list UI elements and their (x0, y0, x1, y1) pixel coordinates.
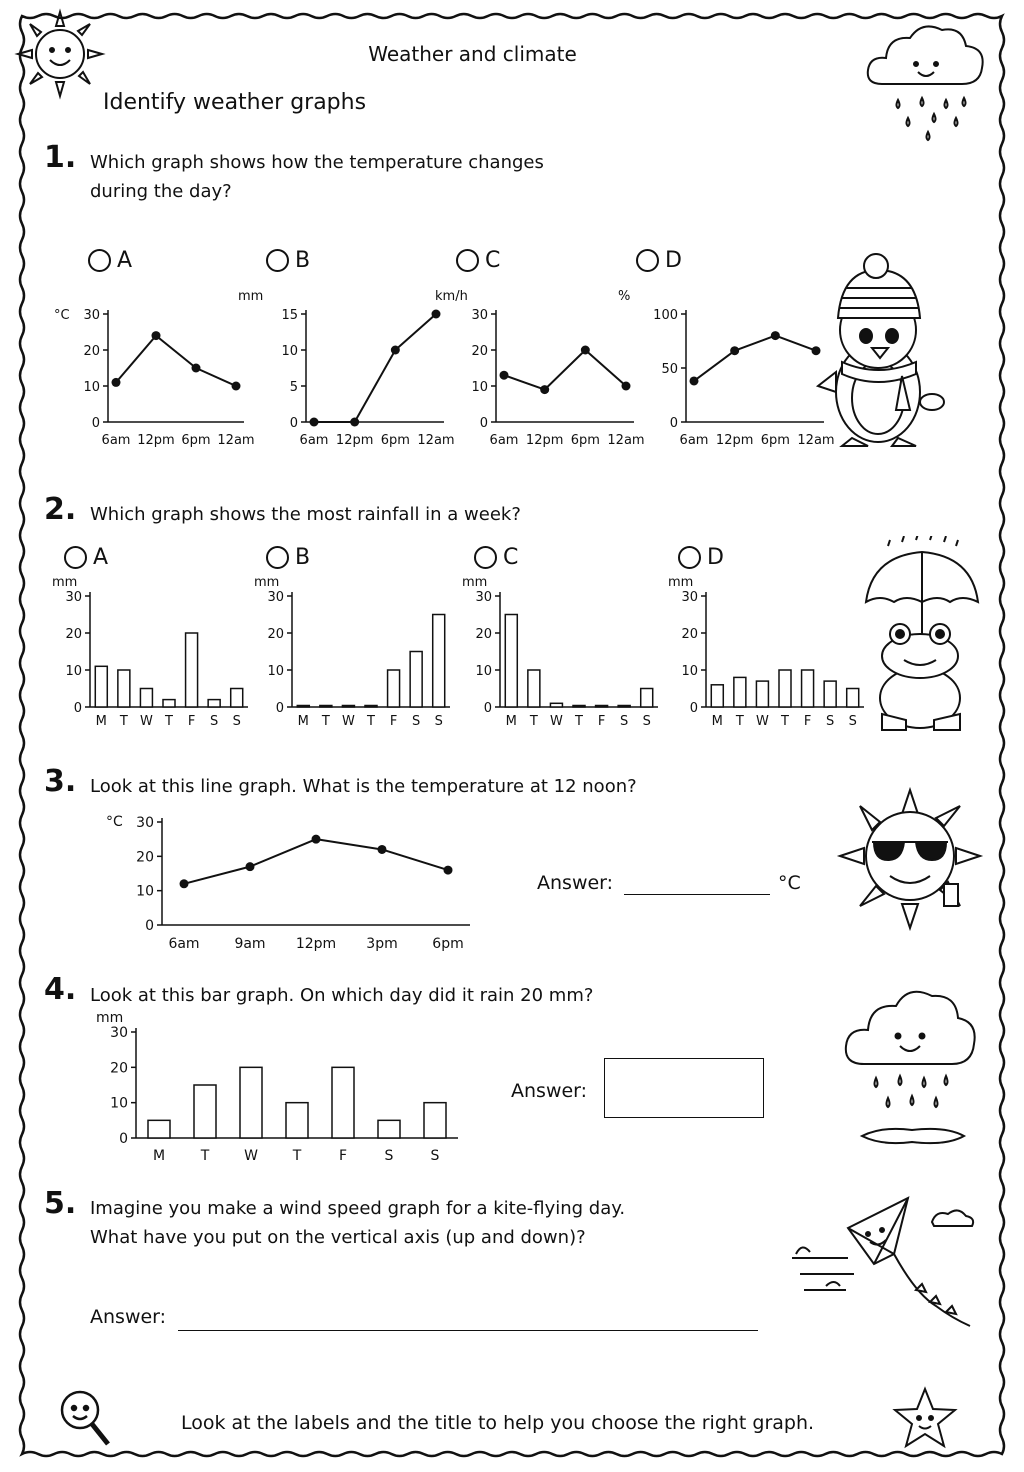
data-point (540, 385, 549, 394)
q2-chart-c (458, 572, 673, 732)
bar (847, 689, 859, 708)
y-tick-label: 0 (483, 701, 492, 716)
data-point (444, 866, 453, 875)
y-tick-label: 0 (689, 701, 698, 716)
q2-chart-b (250, 572, 465, 732)
x-tick-label: 6am (101, 433, 131, 448)
y-unit-label: °C (106, 814, 123, 830)
option-letter: B (295, 545, 311, 570)
x-tick-label: S (412, 714, 421, 729)
bar (424, 1103, 446, 1138)
x-tick-label: W (549, 714, 563, 729)
series-line-segment (316, 839, 382, 849)
data-point (378, 845, 387, 854)
data-point (232, 382, 241, 391)
q1-chart-d (618, 284, 835, 454)
data-point (180, 879, 189, 888)
radio-button[interactable] (266, 249, 289, 272)
bar (240, 1067, 262, 1138)
x-tick-label: S (384, 1148, 394, 1164)
kite-icon (786, 1194, 986, 1344)
x-tick-label: S (430, 1148, 440, 1164)
q3-answer-line[interactable] (624, 876, 770, 895)
radio-button[interactable] (456, 249, 479, 272)
y-tick-label: 10 (681, 664, 698, 679)
bar (756, 681, 768, 707)
y-tick-label: 0 (145, 918, 154, 934)
question-2-number: 2. (44, 492, 77, 527)
y-tick-label: 5 (289, 380, 298, 395)
q1-chart-c (435, 284, 645, 454)
bar (332, 1067, 354, 1138)
x-tick-label: 12am (607, 433, 645, 448)
q2-option-a[interactable] (64, 545, 108, 570)
y-tick-label: 30 (475, 590, 492, 605)
y-tick-label: 0 (73, 701, 82, 716)
q4-answer-box[interactable] (604, 1058, 764, 1118)
q1-option-d[interactable] (636, 248, 682, 273)
x-tick-label: 6pm (181, 433, 211, 448)
data-point (152, 331, 161, 340)
star-icon (892, 1386, 958, 1450)
x-tick-label: 6pm (760, 433, 790, 448)
x-tick-label: F (187, 714, 196, 729)
y-tick-label: 30 (136, 815, 154, 831)
x-tick-label: 12pm (715, 433, 754, 448)
frog-umbrella-icon (858, 536, 988, 736)
y-tick-label: 20 (110, 1060, 128, 1077)
sun-icon (14, 8, 106, 100)
q3-answer-label: Answer: (537, 872, 614, 894)
y-unit-label: km/h (435, 289, 468, 304)
data-point (310, 418, 319, 427)
y-tick-label: 20 (475, 627, 492, 642)
q2-option-b[interactable] (266, 545, 310, 570)
x-tick-label: F (597, 714, 606, 729)
data-point (246, 862, 255, 871)
rain-cloud-puddle-icon (842, 980, 982, 1150)
y-tick-label: 10 (281, 344, 298, 359)
y-tick-label: 0 (669, 416, 678, 431)
x-tick-label: S (620, 714, 629, 729)
question-5-line-1: Imagine you make a wind speed graph for a kite-flying day. (90, 1198, 626, 1219)
y-tick-label: 10 (65, 664, 82, 679)
data-point (730, 346, 739, 355)
bar (148, 1120, 170, 1138)
data-point (192, 364, 201, 373)
x-tick-label: 12pm (335, 433, 374, 448)
bar (550, 703, 562, 707)
question-4-number: 4. (44, 972, 77, 1007)
x-tick-label: 6am (679, 433, 709, 448)
x-tick-label: T (119, 714, 128, 729)
bar (186, 633, 198, 707)
x-tick-label: T (200, 1148, 210, 1164)
x-tick-label: W (244, 1148, 258, 1164)
y-tick-label: 10 (475, 664, 492, 679)
series-line-segment (184, 867, 250, 884)
x-tick-label: S (848, 714, 857, 729)
x-tick-label: 9am (234, 936, 266, 952)
q5-answer-line[interactable] (178, 1312, 758, 1331)
rain-cloud-icon (862, 14, 992, 144)
subject-heading: Weather and climate (368, 42, 577, 66)
bar (824, 681, 836, 707)
y-unit-label: mm (52, 575, 78, 590)
bar (596, 706, 608, 708)
x-tick-label: 12am (217, 433, 255, 448)
bar (388, 670, 400, 707)
series-line-segment (775, 336, 816, 351)
x-tick-label: M (711, 714, 723, 729)
q3-answer-unit: °C (778, 872, 801, 894)
bar (711, 685, 723, 707)
question-1-line-1: Which graph shows how the temperature changes (90, 152, 544, 173)
series-line-segment (156, 336, 196, 368)
question-5-text (90, 1194, 625, 1252)
x-tick-label: W (341, 714, 355, 729)
x-tick-label: T (367, 714, 375, 729)
data-point (112, 378, 121, 387)
bar (505, 615, 517, 708)
bar (618, 706, 630, 708)
option-letter: D (707, 545, 724, 570)
option-letter: D (665, 248, 682, 273)
y-tick-label: 20 (65, 627, 82, 642)
y-tick-label: 30 (471, 308, 488, 323)
q4-answer-label: Answer: (511, 1080, 588, 1102)
x-tick-label: T (321, 714, 330, 729)
series-line-segment (694, 351, 735, 381)
x-tick-label: T (735, 714, 744, 729)
bar (641, 689, 653, 708)
q1-option-a[interactable] (88, 248, 132, 273)
radio-button[interactable] (636, 249, 659, 272)
bar (779, 670, 791, 707)
y-unit-label: mm (238, 289, 264, 304)
series-line-segment (504, 375, 545, 389)
bar (194, 1085, 216, 1138)
y-tick-label: 0 (91, 416, 100, 431)
series-line-segment (355, 350, 396, 422)
y-unit-label: mm (462, 575, 488, 590)
y-tick-label: 10 (471, 380, 488, 395)
q1-option-b[interactable] (266, 248, 310, 273)
x-tick-label: T (292, 1148, 302, 1164)
x-tick-label: 6am (299, 433, 329, 448)
y-tick-label: 30 (681, 590, 698, 605)
x-tick-label: M (95, 714, 107, 729)
x-tick-label: T (529, 714, 538, 729)
x-tick-label: F (338, 1148, 348, 1164)
y-tick-label: 0 (289, 416, 298, 431)
bar (140, 689, 152, 708)
bar (365, 706, 377, 708)
series-line-segment (395, 314, 436, 350)
data-point (771, 331, 780, 340)
q4-bar-chart (90, 1010, 470, 1170)
question-4-text: Look at this bar graph. On which day did it rain 20 mm? (90, 985, 594, 1006)
bar (528, 670, 540, 707)
magnifier-icon (58, 1388, 112, 1448)
series-line-segment (196, 368, 236, 386)
data-point (350, 418, 359, 427)
x-tick-label: 12pm (295, 936, 337, 952)
bar (118, 670, 130, 707)
y-tick-label: 50 (661, 362, 678, 377)
sun-sunglasses-icon (836, 784, 986, 934)
x-tick-label: M (152, 1148, 166, 1164)
data-point (690, 376, 699, 385)
y-tick-label: 0 (275, 701, 284, 716)
radio-button[interactable] (266, 546, 289, 569)
bar (320, 706, 332, 708)
y-unit-label: mm (668, 575, 694, 590)
data-point (500, 371, 509, 380)
bar (342, 706, 354, 708)
bar (286, 1103, 308, 1138)
x-tick-label: T (781, 714, 789, 729)
bar (163, 700, 175, 707)
question-5-number: 5. (44, 1186, 77, 1221)
x-tick-label: W (139, 714, 153, 729)
bar (410, 652, 422, 708)
series-line-segment (735, 336, 776, 351)
x-tick-label: S (232, 714, 241, 729)
radio-button[interactable] (88, 249, 111, 272)
question-1-text (90, 148, 544, 206)
y-tick-label: 0 (479, 416, 488, 431)
bar (231, 689, 243, 708)
y-unit-label: °C (54, 308, 70, 323)
series-line-segment (382, 849, 448, 870)
y-tick-label: 15 (281, 308, 298, 323)
penguin-icon (812, 252, 952, 452)
option-letter: C (503, 545, 519, 570)
question-2-text: Which graph shows the most rainfall in a week? (90, 504, 521, 525)
x-tick-label: F (803, 714, 812, 729)
q5-answer-label: Answer: (90, 1306, 167, 1328)
x-tick-label: S (210, 714, 219, 729)
y-unit-label: mm (254, 575, 280, 590)
y-tick-label: 100 (653, 308, 678, 323)
y-tick-label: 10 (110, 1095, 128, 1112)
q2-option-c[interactable] (474, 545, 518, 570)
footer-tip: Look at the labels and the title to help you choose the right graph. (181, 1412, 815, 1434)
data-point (391, 346, 400, 355)
y-tick-label: 30 (83, 308, 100, 323)
x-tick-label: 6pm (380, 433, 410, 448)
y-tick-label: 0 (119, 1131, 128, 1147)
q3-line-chart (100, 808, 490, 958)
y-tick-label: 30 (110, 1025, 128, 1041)
y-tick-label: 20 (267, 627, 284, 642)
radio-button[interactable] (678, 546, 701, 569)
y-unit-label: mm (96, 1010, 124, 1026)
option-letter: B (295, 248, 311, 273)
series-line-segment (250, 839, 316, 866)
x-tick-label: 6pm (570, 433, 600, 448)
bar (734, 677, 746, 707)
bar (802, 670, 814, 707)
y-unit-label: % (618, 289, 631, 304)
y-tick-label: 10 (136, 883, 154, 900)
x-tick-label: M (505, 714, 517, 729)
question-1-number: 1. (44, 140, 77, 175)
bar (378, 1120, 400, 1138)
x-tick-label: 12pm (525, 433, 564, 448)
q2-option-d[interactable] (678, 545, 724, 570)
option-letter: A (117, 248, 133, 273)
series-line-segment (545, 350, 586, 390)
y-tick-label: 20 (681, 627, 698, 642)
x-tick-label: F (389, 714, 398, 729)
y-tick-label: 20 (471, 344, 488, 359)
x-tick-label: 6am (168, 936, 200, 952)
option-letter: C (485, 248, 501, 273)
x-tick-label: M (297, 714, 309, 729)
bar (208, 700, 220, 707)
bar (297, 706, 309, 708)
x-tick-label: S (434, 714, 443, 729)
x-tick-label: S (642, 714, 651, 729)
question-1-line-2: during the day? (90, 181, 232, 202)
bar (573, 706, 585, 708)
radio-button[interactable] (64, 546, 87, 569)
q2-chart-a (48, 572, 263, 732)
q2-chart-d (664, 572, 879, 732)
y-tick-label: 20 (136, 849, 154, 866)
data-point (581, 346, 590, 355)
y-tick-label: 30 (267, 590, 284, 605)
bar (95, 666, 107, 707)
x-tick-label: 12pm (137, 433, 175, 448)
y-tick-label: 20 (83, 344, 100, 359)
x-tick-label: T (575, 714, 583, 729)
x-tick-label: 6am (489, 433, 519, 448)
x-tick-label: 6pm (432, 936, 464, 952)
x-tick-label: 3pm (366, 936, 398, 952)
question-5-line-2: What have you put on the vertical axis (up and down)? (90, 1227, 586, 1248)
q1-option-c[interactable] (456, 248, 500, 273)
radio-button[interactable] (474, 546, 497, 569)
y-tick-label: 10 (83, 380, 100, 395)
x-tick-label: S (826, 714, 835, 729)
page-title: Identify weather graphs (103, 90, 367, 115)
x-tick-label: 12am (417, 433, 455, 448)
x-tick-label: 12am (797, 433, 835, 448)
option-letter: A (93, 545, 109, 570)
x-tick-label: W (755, 714, 769, 729)
series-line-segment (585, 350, 626, 386)
question-3-number: 3. (44, 764, 77, 799)
y-tick-label: 30 (65, 590, 82, 605)
question-3-text: Look at this line graph. What is the temperature at 12 noon? (90, 776, 637, 797)
series-line-segment (116, 336, 156, 383)
data-point (312, 835, 321, 844)
y-tick-label: 10 (267, 664, 284, 679)
bar (433, 615, 445, 708)
x-tick-label: T (165, 714, 173, 729)
